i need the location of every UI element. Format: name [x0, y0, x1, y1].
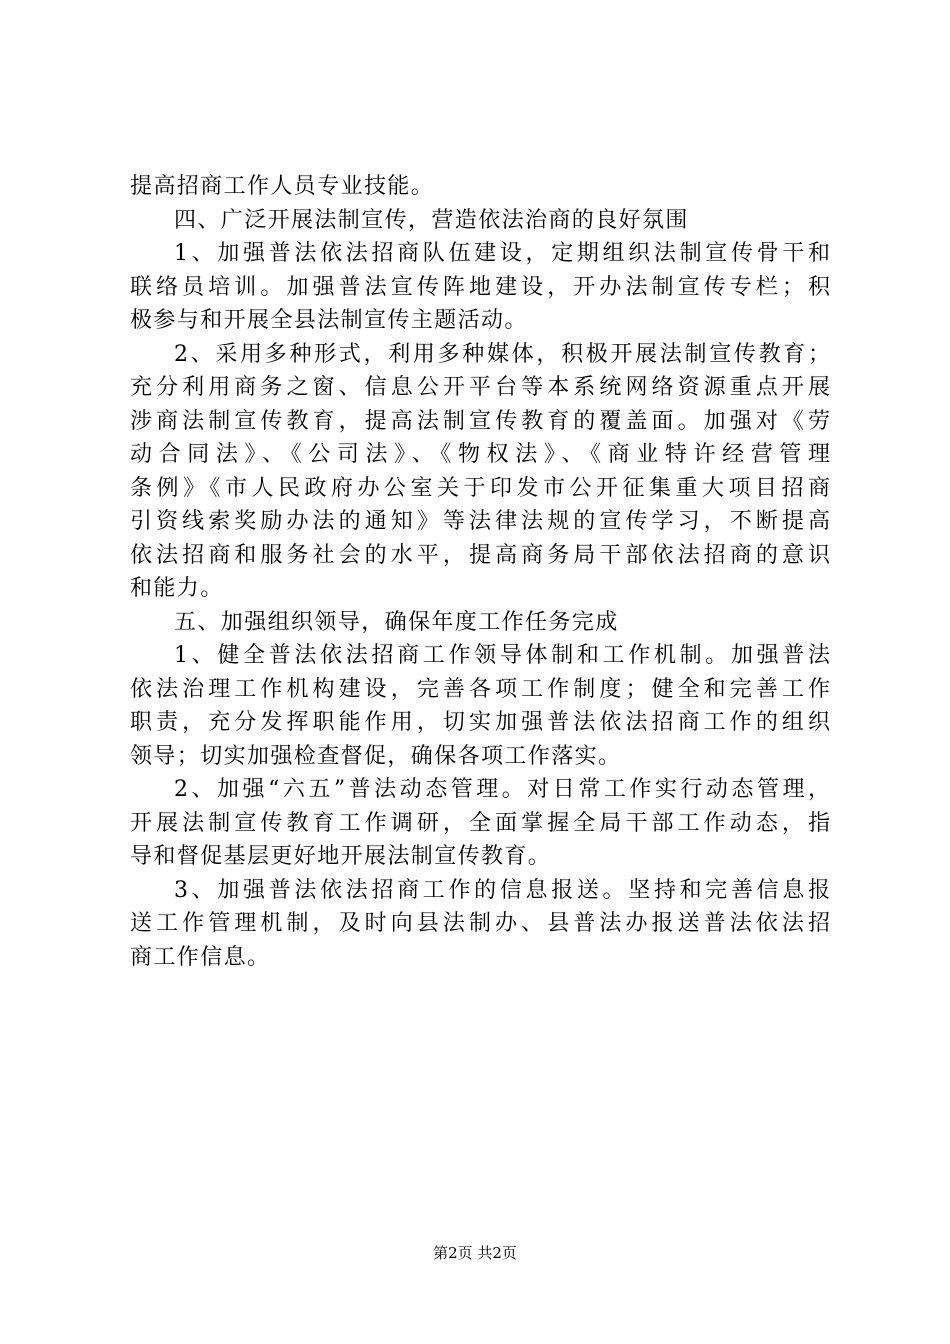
text-line: 领导；切实加强检查督促，确保各项工作落实。 — [130, 743, 622, 769]
text-line: 涉商法制宣传教育，提高法制宣传教育的覆盖面。加强对《劳 — [130, 408, 830, 434]
text-line: 条例》《市人民政府办公室关于印发市公开征集重大项目招商 — [130, 475, 830, 501]
text-line: 开展法制宣传教育工作调研，全面掌握全局干部工作动态，指 — [130, 810, 830, 836]
text-line: 提高招商工作人员专业技能。 — [130, 174, 435, 199]
text-line: 依法招商和服务社会的水平，提高商务局干部依法招商的意识 — [130, 542, 830, 568]
section-heading: 四、广泛开展法制宣传，营造依法治商的良好氛围 — [174, 207, 689, 233]
text-line: 极参与和开展全县法制宣传主题活动。 — [130, 308, 528, 333]
text-line: 送工作管理机制，及时向县法制办、县普法办报送普法依法招 — [130, 911, 830, 936]
text-line: 1、加强普法依法招商队伍建设，定期组织法制宣传骨干和 — [174, 241, 830, 266]
text-line: 联络员培训。加强普法宣传阵地建设，开办法制宣传专栏；积 — [130, 274, 830, 300]
text-line: 商工作信息。 — [130, 944, 271, 970]
text-line: 和能力。 — [130, 576, 224, 601]
document-body — [130, 170, 830, 974]
text-line: 充分利用商务之窗、信息公开平台等本系统网络资源重点开展 — [130, 375, 830, 400]
text-line: 导和督促基层更好地开展法制宣传教育。 — [130, 844, 552, 869]
text-line: 依法治理工作机构建设，完善各项工作制度；健全和完善工作 — [130, 676, 830, 702]
text-line: 动合同法》、《公司法》、《物权法》、《商业特许经营管理 — [130, 442, 830, 467]
section-heading: 五、加强组织领导，确保年度工作任务完成 — [174, 609, 619, 635]
text-line: 引资线索奖励办法的通知》等法律法规的宣传学习，不断提高 — [130, 509, 830, 534]
page-number-footer: 第2页 共2页 — [433, 1244, 517, 1262]
text-line: 2、加强“六五”普法动态管理。对日常工作实行动态管理， — [174, 777, 830, 802]
text-line: 2、采用多种形式，利用多种媒体，积极开展法制宣传教育； — [174, 341, 830, 367]
text-line: 3、加强普法依法招商工作的信息报送。坚持和完善信息报 — [174, 877, 830, 903]
text-line: 1、健全普法依法招商工作领导体制和工作机制。加强普法 — [174, 643, 830, 668]
text-line: 职责，充分发挥职能作用，切实加强普法依法招商工作的组织 — [130, 710, 830, 735]
